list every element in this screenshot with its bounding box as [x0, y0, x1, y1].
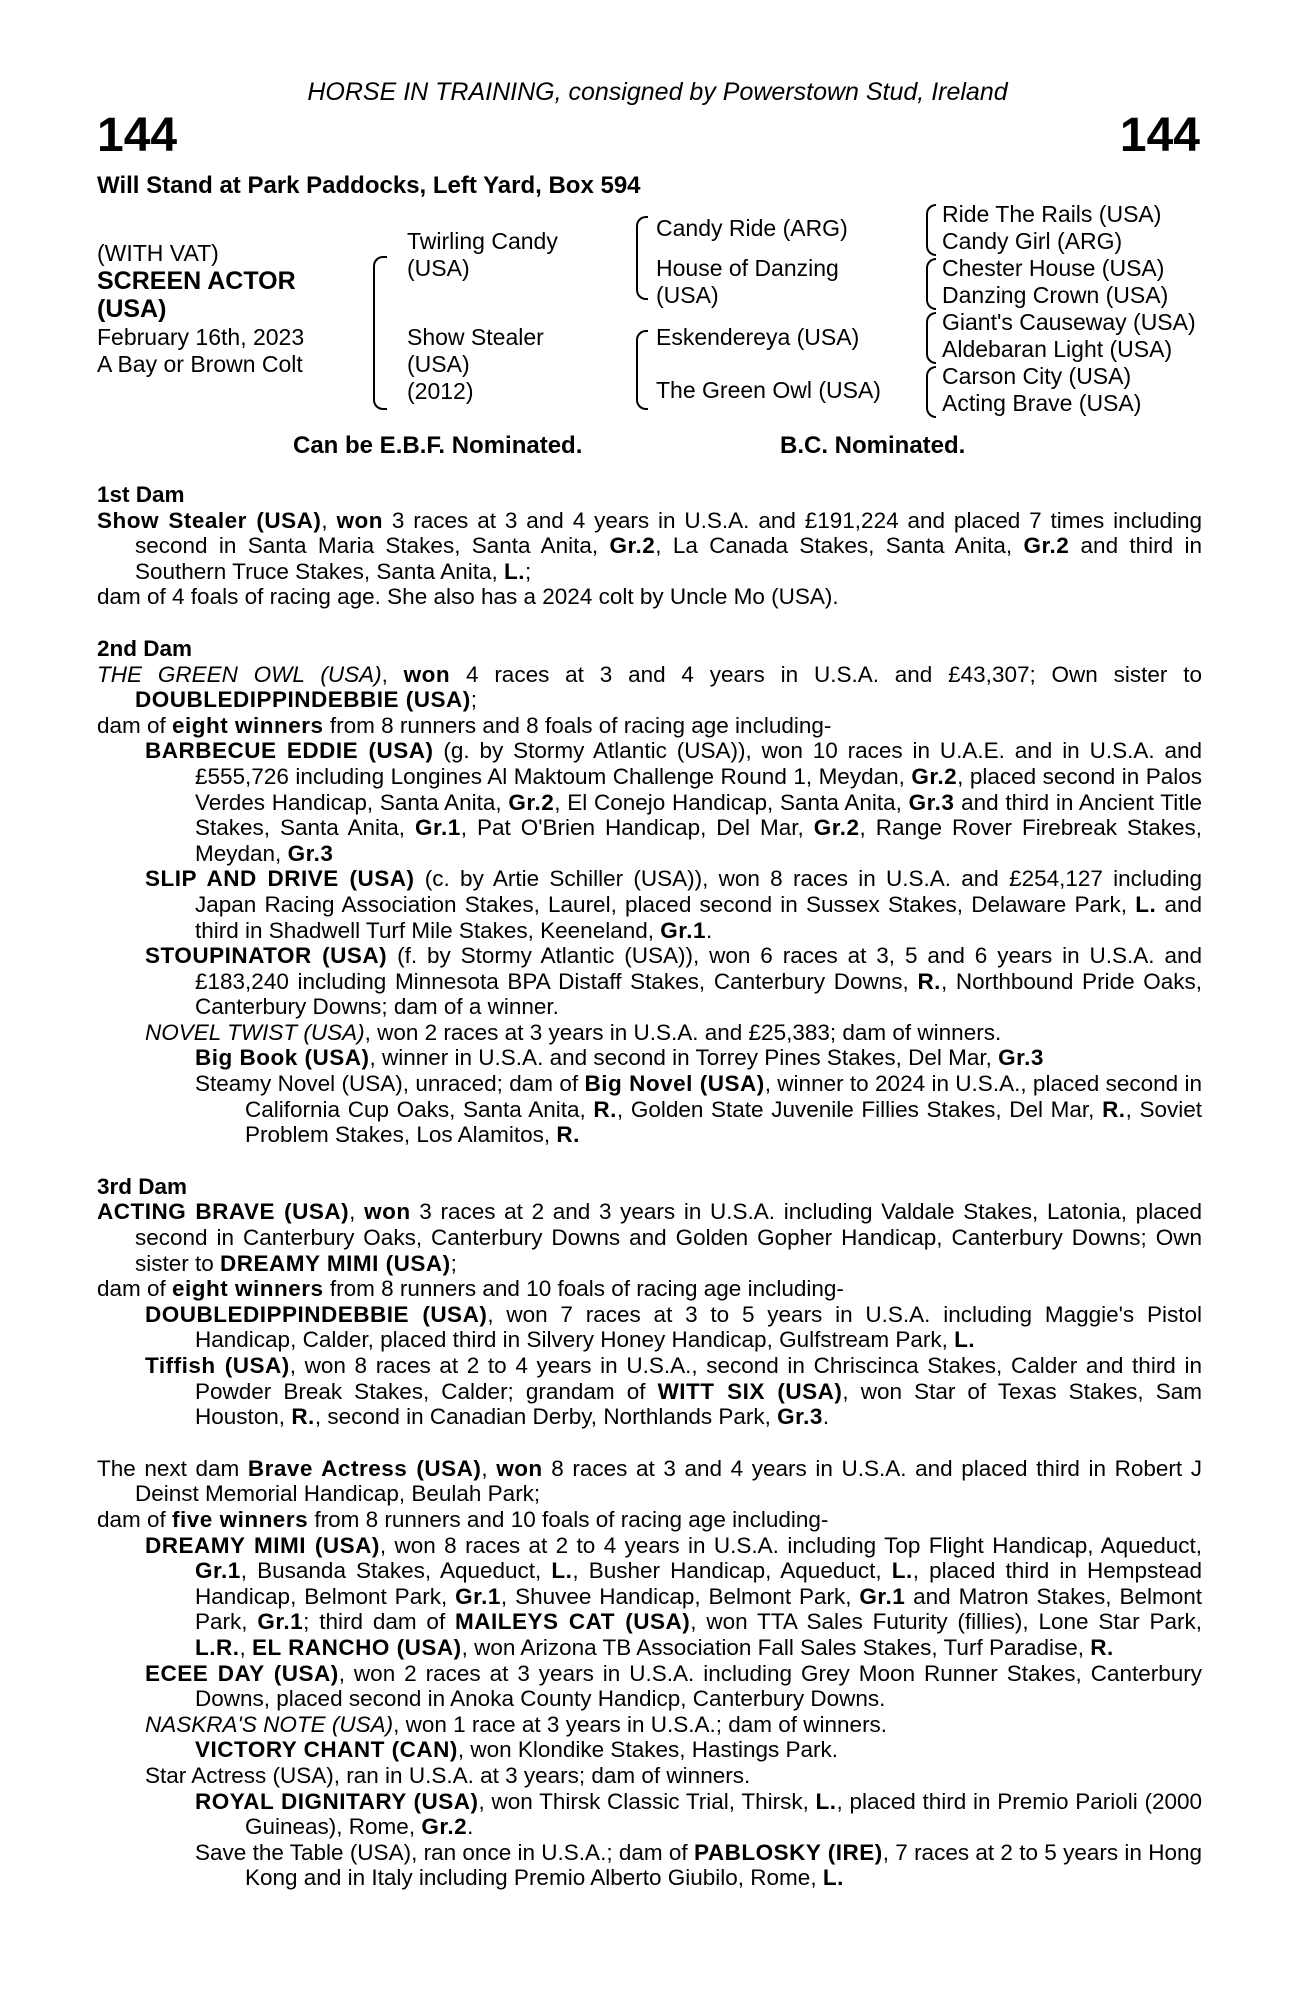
list-item: NASKRA'S NOTE (USA), won 1 race at 3 years in U.S.A.; dam of winners. [145, 1711, 888, 1737]
next-dam-produce: dam of five winners from 8 runners and 10 foals of racing age including- [97, 1506, 829, 1532]
pedigree-dam-dam: The Green Owl (USA) [656, 377, 881, 403]
ebf-nomination: Can be E.B.F. Nominated. [293, 432, 583, 459]
list-item: NOVEL TWIST (USA), won 2 races at 3 years in U.S.A. and £25,383; dam of winners. [145, 1019, 1002, 1045]
pedigree-brace-g3-1 [926, 204, 936, 256]
list-item: ROYAL DIGNITARY (USA), won Thirsk Classic Trial, Thirsk, L., placed third in Premio Parioli (2000 Guineas), Rome, Gr.2. [195, 1788, 1202, 1840]
pedigree-brace-g3-3 [926, 312, 936, 364]
list-item: STOUPINATOR (USA) (f. by Stormy Atlantic (USA)), won 6 races at 3, 5 and 6 years in U.S.A. and £183,240 including Minnesota BPA Distaff Stakes, Canterbury Downs, R., Northbound Pride Oaks, Canterbury Downs; dam of a winner. [145, 943, 1202, 1020]
list-item: BARBECUE EDDIE (USA) (g. by Stormy Atlantic (USA)), won 10 races in U.A.E. and in U.S.A. and £555,726 including Longines Al Maktoum Challenge Round 1, Meydan, Gr.2, placed second in Palos Verdes Handicap, Santa Anita, Gr.2, El Conejo Handicap, Santa Anita, Gr.3 and third in Ancient Title Stakes, Santa Anita, Gr.1, Pat O'Brien Handicap, Del Mar, Gr.2, Range Rover Firebreak Stakes, Meydan, Gr.3 [145, 738, 1203, 866]
catalogue-body [97, 482, 1202, 1891]
pedigree-dds: Carson City (USA) [942, 363, 1132, 389]
second-dam-produce: dam of eight winners from 8 runners and 8 foals of racing age including- [97, 712, 832, 738]
third-dam-entry: ACTING BRAVE (USA), won 3 races at 2 and 3 years in U.S.A. including Valdale Stakes, Latonia, placed second in Canterbury Oaks, Canterbury Downs and Golden Gopher Handicap, Canterbury Downs; Own sister to DREAMY MIMI (USA); [97, 1199, 1202, 1276]
pedigree-ssd: Candy Girl (ARG) [942, 228, 1123, 254]
first-dam-produce: dam of 4 foals of racing age. She also has a 2024 colt by Uncle Mo (USA). [97, 584, 839, 610]
pedigree-sire-dam: House of Danzing (USA) [656, 255, 839, 308]
page-header-title: HORSE IN TRAINING, consigned by Powerstown Stud, Ireland [307, 78, 1008, 106]
list-item: Steamy Novel (USA), unraced; dam of Big Novel (USA), winner to 2024 in U.S.A., placed second in California Cup Oaks, Santa Anita, R., Golden State Juvenile Fillies Stakes, Del Mar, R., Soviet Problem Stakes, Los Alamitos, R. [195, 1071, 1202, 1148]
pedigree-brace-g3-4 [926, 366, 936, 418]
list-item: DOUBLEDIPPINDEBBIE (USA), won 7 races at 3 to 5 years in U.S.A. including Maggie's Pistol Handicap, Calder, placed third in Silvery Honey Handicap, Gulfstream Park, L. [145, 1301, 1202, 1353]
horse-name: SCREEN ACTOR [97, 267, 296, 295]
pedigree-dsd: Aldebaran Light (USA) [942, 336, 1173, 362]
second-dam-heading: 2nd Dam [97, 635, 193, 661]
lot-number-right: 144 [1119, 109, 1200, 162]
list-item: Tiffish (USA), won 8 races at 2 to 4 years in U.S.A., second in Chriscinca Stakes, Calder and third in Powder Break Stakes, Calder; grandam of WITT SIX (USA), won Star of Texas Stakes, Sam Houston, R., second in Canadian Derby, Northlands Park, Gr.3. [145, 1353, 1203, 1430]
list-item: Star Actress (USA), ran in U.S.A. at 3 years; dam of winners. [145, 1762, 751, 1788]
foaling-date: February 16th, 2023 [97, 324, 305, 350]
horse-country: (USA) [97, 295, 167, 323]
third-dam-produce: dam of eight winners from 8 runners and 10 foals of racing age including- [97, 1276, 844, 1302]
pedigree-sire-sire: Candy Ride (ARG) [656, 215, 848, 241]
third-dam-heading: 3rd Dam [97, 1173, 188, 1199]
second-dam-entry: THE GREEN OWL (USA), won 4 races at 3 and 4 years in U.S.A. and £43,307; Own sister to DOUBLEDIPPINDEBBIE (USA); [97, 661, 1202, 713]
bc-nomination: B.C. Nominated. [780, 432, 966, 459]
stand-location: Will Stand at Park Paddocks, Left Yard, Box 594 [97, 172, 641, 199]
list-item: Big Book (USA), winner in U.S.A. and second in Torrey Pines Stakes, Del Mar, Gr.3 [195, 1045, 1044, 1071]
first-dam-entry: Show Stealer (USA), won 3 races at 3 and 4 years in U.S.A. and £191,224 and placed 7 times including second in Santa Maria Stakes, Santa Anita, Gr.2, La Canada Stakes, Santa Anita, Gr.2 and third in Southern Truce Stakes, Santa Anita, L.; [97, 507, 1203, 584]
lot-number-left: 144 [97, 109, 178, 162]
pedigree-dam: Show Stealer (USA) (2012) [407, 324, 544, 404]
list-item: SLIP AND DRIVE (USA) (c. by Artie Schiller (USA)), won 8 races in U.S.A. and £254,127 including Japan Racing Association Stakes, Laurel, placed second in Sussex Stakes, Delaware Park, L. and third in Shadwell Turf Mile Stakes, Keeneland, Gr.1. [145, 866, 1202, 943]
pedigree-sdd: Danzing Crown (USA) [942, 282, 1169, 308]
pedigree-dam-sire: Eskendereya (USA) [656, 324, 860, 350]
pedigree-sire: Twirling Candy (USA) [407, 228, 558, 281]
horse-description: A Bay or Brown Colt [97, 351, 303, 377]
first-dam-heading: 1st Dam [97, 482, 185, 507]
pedigree-brace-gen1 [373, 256, 387, 410]
list-item: VICTORY CHANT (CAN), won Klondike Stakes, Hastings Park. [195, 1737, 839, 1763]
pedigree-brace-g3-2 [926, 258, 936, 310]
pedigree-brace-sire-line [636, 216, 648, 300]
pedigree-sds: Chester House (USA) [942, 255, 1165, 281]
pedigree-dss: Giant's Causeway (USA) [942, 309, 1196, 335]
vat-note: (WITH VAT) [97, 240, 219, 266]
list-item: Save the Table (USA), ran once in U.S.A.; dam of PABLOSKY (IRE), 7 races at 2 to 5 years in Hong Kong and in Italy including Premio Alberto Giubilo, Rome, L. [195, 1839, 1202, 1891]
pedigree-ddd: Acting Brave (USA) [942, 390, 1142, 416]
next-dam-entry: The next dam Brave Actress (USA), won 8 races at 3 and 4 years in U.S.A. and placed third in Robert J Deinst Memorial Handicap, Beulah Park; [97, 1455, 1202, 1507]
pedigree-brace-dam-line [636, 330, 648, 410]
list-item: DREAMY MIMI (USA), won 8 races at 2 to 4 years in U.S.A. including Top Flight Handicap, Aqueduct, Gr.1, Busanda Stakes, Aqueduct, L., Busher Handicap, Aqueduct, L., placed third in Hempstead Handicap, Belmont Park, Gr.1, Shuvee Handicap, Belmont Park, Gr.1 and Matron Stakes, Belmont Park, Gr.1; third dam of MAILEYS CAT (USA), won TTA Sales Futurity (fillies), Lone Star Park, L.R., EL RANCHO (USA), won Arizona TB Association Fall Sales Stakes, Turf Paradise, R. [145, 1532, 1203, 1660]
list-item: ECEE DAY (USA), won 2 races at 3 years in U.S.A. including Grey Moon Runner Stakes, Canterbury Downs, placed second in Anoka County Handicp, Canterbury Downs. [145, 1660, 1202, 1712]
pedigree-sss: Ride The Rails (USA) [942, 201, 1162, 227]
